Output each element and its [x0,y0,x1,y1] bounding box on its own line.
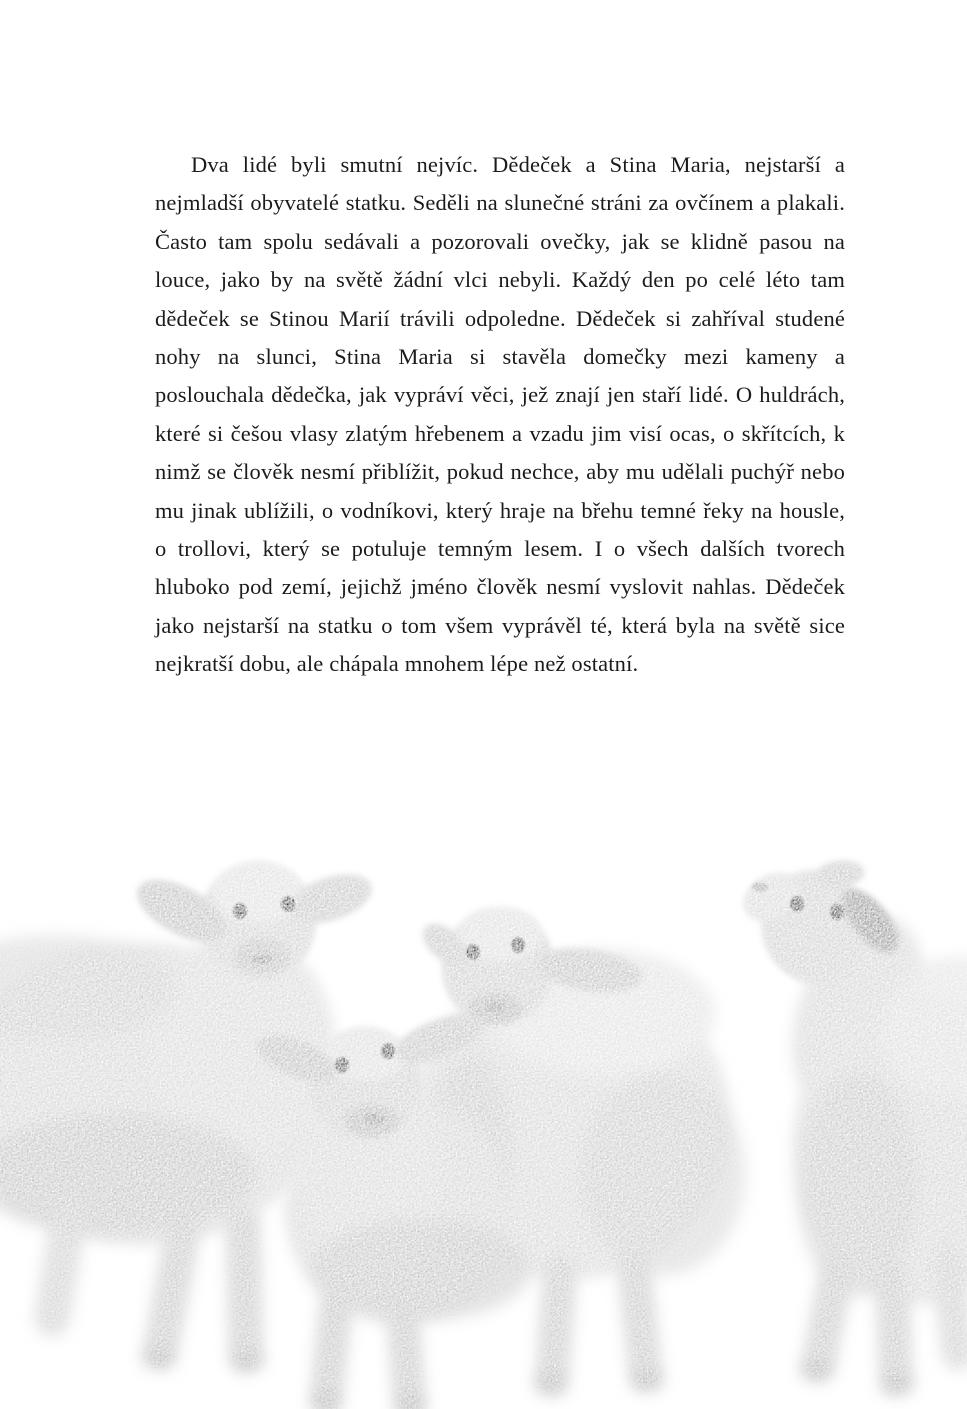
lambs-scene [0,858,967,1409]
lambs-illustration [0,849,967,1409]
lamb-right [736,858,967,1391]
story-paragraph: Dva lidé byli smutní nejvíc. Dědeček a Stina Maria, nejstarší a nejmladší obyvatelé statku. Seděli na slunečné stráni za ovčínem a plakali. Často tam spolu sedávali a pozorovali ovečky, jak se klidně pasou na louce, jako by na světě žádní vlci nebyli. Každý den po celé léto tam dědeček se Stinou Marií trávili odpoledne. Dědeček si zahříval studené nohy na slunci, Stina Maria si stavěla domečky mezi kameny a poslouchala dědečka, jak vypráví věci, jež znají jen staří lidé. O huldrách, které si češou vlasy zlatým hřebenem a vzadu jim visí ocas, o skřítcích, k nimž se člověk nesmí přiblížit, pokud nechce, aby mu udělali puchýř nebo mu jinak ublížili, o vodníkovi, který hraje na břehu temné řeky na housle, o trollovi, který se potuluje temným lesem. I o všech dalších tvorech hluboko pod zemí, jejichž jméno člověk nesmí vyslovit nahlas. Dědeček jako nejstarší na statku o tom všem vyprávěl té, která byla na světě sice nejkratší dobu, ale chápala mnohem lépe než ostatní. [155,152,845,677]
